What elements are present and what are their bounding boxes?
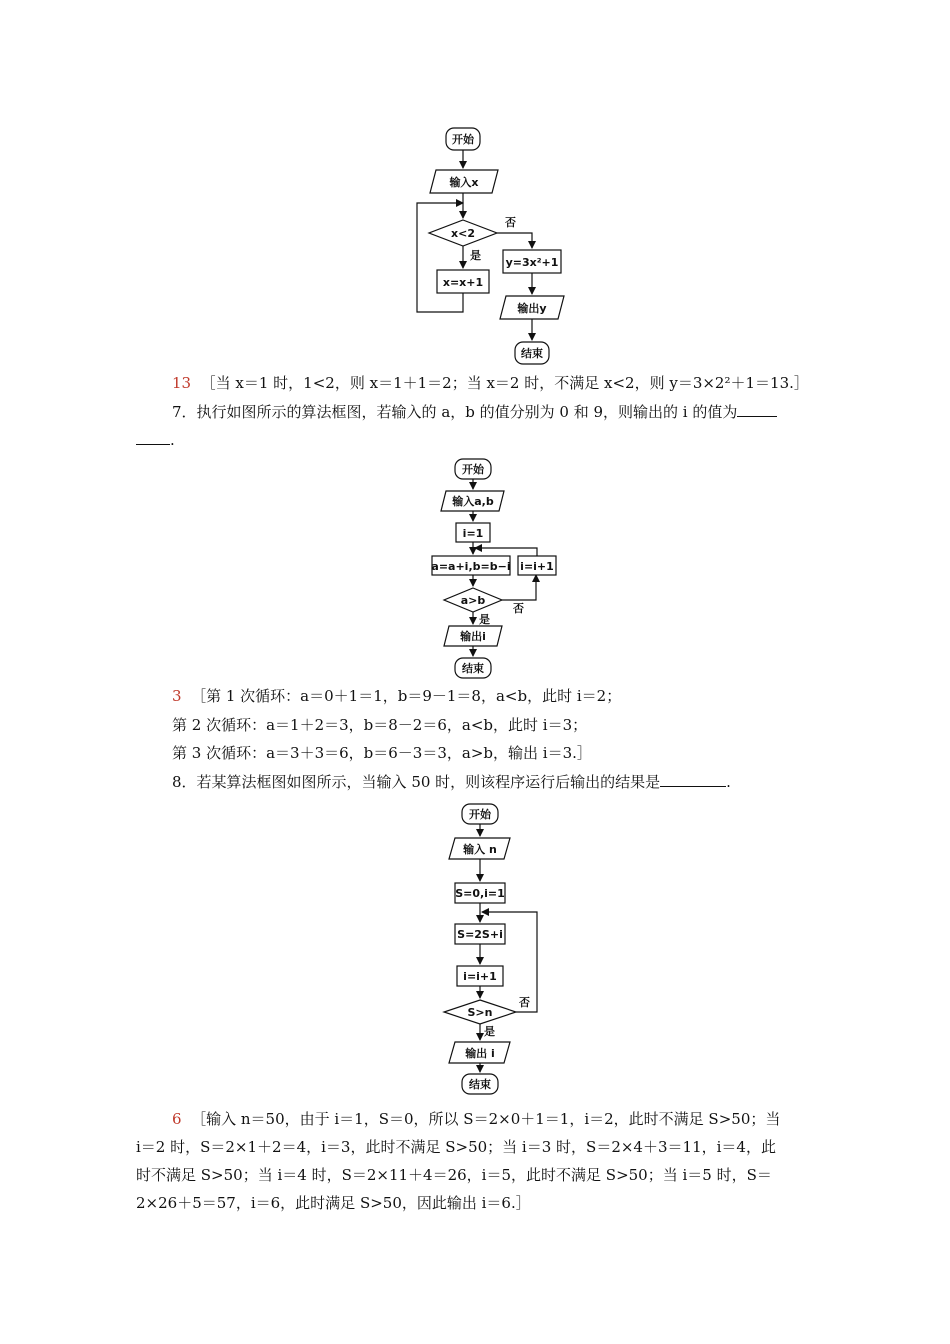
q7-question-line-2 xyxy=(136,430,175,450)
fc1-loop-text: x=x+1 xyxy=(442,276,484,289)
q7-answer-step-3: 第 3 次循环：a＝3＋3＝6，b＝6－3＝3，a>b，输出 i＝3.］ xyxy=(172,744,592,762)
q8-answer-line-1 xyxy=(172,1109,780,1129)
fc2-input-text: 输入a,b xyxy=(452,495,494,508)
q8-answer-text-3: 时不满足 S>50；当 i＝4 时，S＝2×11＋4＝26，i＝5，此时不满足 S>50；当 i＝5 时，S＝ xyxy=(136,1166,772,1184)
fc1-input-text: 输入x xyxy=(449,176,479,189)
fc3-output-text: 输出 i xyxy=(465,1047,495,1060)
fc2-no-label: 否 xyxy=(513,602,524,615)
q8-answer-line-4 xyxy=(136,1193,531,1213)
q8-answer-text-4: 2×26＋5＝57，i＝6，此时满足 S>50，因此输出 i＝6.］ xyxy=(136,1194,531,1212)
q6-answer-explanation: ［当 x＝1 时，1<2，则 x＝1＋1＝2；当 x＝2 时，不满足 x<2，则 y＝3×2²＋1＝13.］ xyxy=(200,374,809,392)
fc3-start-text: 开始 xyxy=(469,808,491,821)
q7-answer-number: 3 xyxy=(172,687,182,705)
q8-question-line xyxy=(172,772,731,792)
fc3-cond-text: S>n xyxy=(467,1006,493,1019)
fc3-no-label: 否 xyxy=(519,996,530,1009)
fc1-cond-text: x<2 xyxy=(451,227,475,240)
fc2-yes-label: 是 xyxy=(479,613,490,626)
fc1-assign-text: y=3x²+1 xyxy=(505,256,559,269)
fc1-yes-label: 是 xyxy=(470,249,481,262)
flowchart-3 xyxy=(444,804,537,1094)
q7-blank-part-2 xyxy=(136,430,170,445)
q7-answer-line-3 xyxy=(172,743,592,763)
q7-blank-part-1 xyxy=(737,402,777,417)
q8-answer-line-2 xyxy=(136,1137,776,1157)
q8-question-text: 8．若某算法框图如图所示，当输入 50 时，则该程序运行后输出的结果是 xyxy=(172,773,661,791)
fc3-init-text: S=0,i=1 xyxy=(455,887,505,900)
fc1-start-text: 开始 xyxy=(452,133,474,146)
q7-answer-step-2: 第 2 次循环：a＝1＋2＝3，b＝8－2＝6，a<b，此时 i＝3； xyxy=(172,716,588,734)
fc3-inc-text: i=i+1 xyxy=(463,970,497,983)
q8-question-end: . xyxy=(726,773,731,791)
fc2-init-text: i=1 xyxy=(462,527,484,540)
fc3-update-text: S=2S+i xyxy=(457,928,503,941)
q6-answer-number: 13 xyxy=(172,374,192,392)
fc3-yes-label: 是 xyxy=(484,1025,495,1038)
fc2-inc-text: i=i+1 xyxy=(520,560,554,573)
q8-answer-line-3 xyxy=(136,1165,772,1185)
q7-answer-step-1: ［第 1 次循环：a＝0＋1＝1，b＝9－1＝8，a<b，此时 i＝2； xyxy=(191,687,622,705)
fc1-loop-back-arrow xyxy=(417,203,463,312)
flowchart-2 xyxy=(431,459,556,678)
fc3-input-text: 输入 n xyxy=(463,843,497,856)
q8-answer-text-2: i＝2 时，S＝2×1＋2＝4，i＝3，此时不满足 S>50；当 i＝3 时，S＝2×4＋3＝11，i＝4，此 xyxy=(136,1138,776,1156)
fc2-update-text: a=a+i,b=b−i xyxy=(431,560,511,573)
fc2-cond-text: a>b xyxy=(460,594,486,607)
q7-answer-line-2 xyxy=(172,715,587,735)
q6-answer-line xyxy=(172,373,809,393)
q7-question-text: 7．执行如图所示的算法框图，若输入的 a，b 的值分别为 0 和 9，则输出的 i 的值为 xyxy=(172,403,738,421)
fc2-end-text: 结束 xyxy=(462,662,484,675)
q8-blank xyxy=(660,772,726,787)
fc1-no-label: 否 xyxy=(505,216,516,229)
q7-question-line-1 xyxy=(172,402,777,422)
fc1-end-text: 结束 xyxy=(521,347,543,360)
fc2-start-text: 开始 xyxy=(462,463,484,476)
fc2-output-text: 输出i xyxy=(460,630,486,643)
fc3-end-text: 结束 xyxy=(469,1078,491,1091)
q8-answer-text-1: ［输入 n＝50，由于 i＝1，S＝0，所以 S＝2×0＋1＝1，i＝2，此时不满足 S>50；当 xyxy=(191,1110,781,1128)
fc1-output-text: 输出y xyxy=(517,302,547,315)
q8-answer-number: 6 xyxy=(172,1110,182,1128)
fc2-loop-back-arrow xyxy=(475,548,537,556)
q7-answer-line-1 xyxy=(172,686,621,706)
flowchart-1 xyxy=(417,128,564,364)
q7-question-end: . xyxy=(170,431,175,449)
